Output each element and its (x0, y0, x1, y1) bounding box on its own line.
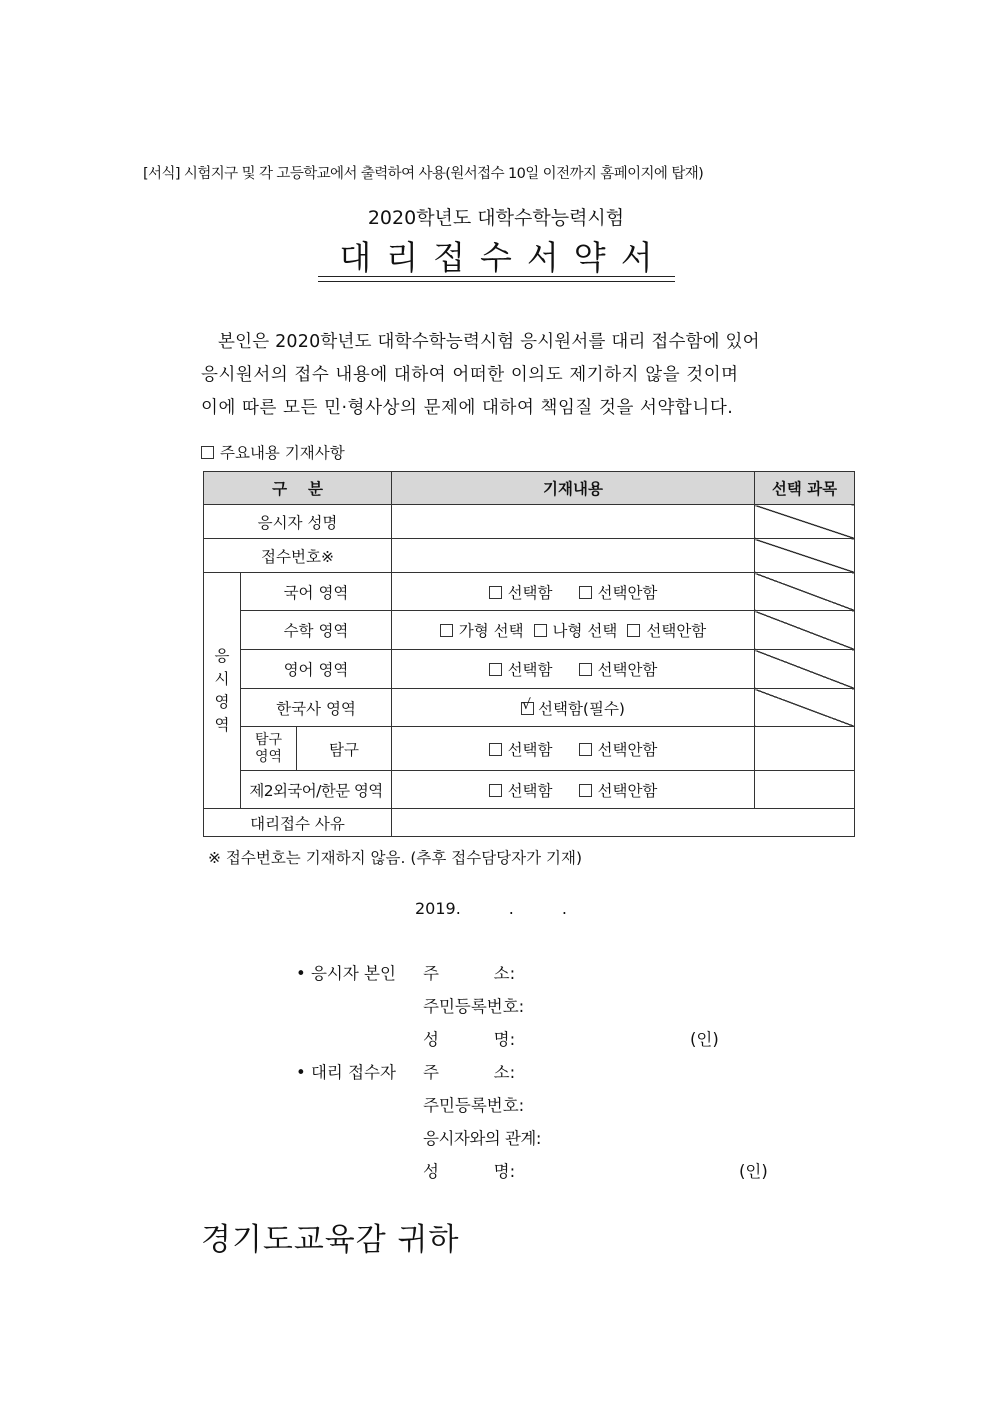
applicant-address-label: 주 소: (423, 964, 516, 983)
options-math (392, 611, 755, 650)
pledge-line-2: 응시원서의 접수 내용에 대하여 어떠한 이의도 제기하지 않을 것이며 (201, 365, 739, 385)
option-english-none[interactable]: 선택안함 (579, 658, 658, 680)
section-label (201, 441, 345, 463)
proxy-name-label: 성 명: (423, 1162, 516, 1181)
area-group-label-text: 응 시 영 역 (214, 646, 230, 734)
option-math-none[interactable]: 선택안함 (627, 619, 706, 641)
document-subtitle: 2020학년도 대학수학능력시험 (367, 207, 625, 229)
subject-cell-blank (755, 611, 855, 650)
pledge-line-1: 본인은 2020학년도 대학수학능력시험 응시원서를 대리 접수함에 있어 (218, 332, 760, 352)
checkbox-icon[interactable] (440, 624, 453, 637)
applicant-heading: • 응시자 본인 (296, 964, 396, 983)
title-underline-bottom (318, 281, 675, 282)
option-math-na[interactable]: 나형 선택 (534, 619, 618, 641)
options-foreign (392, 771, 755, 809)
section-label-text: 주요내용 기재사항 (220, 444, 345, 462)
checkbox-icon[interactable] (489, 586, 502, 599)
label-history: 한국사 영역 (241, 689, 392, 727)
date-line[interactable]: 2019. . . (415, 899, 567, 918)
checked-checkbox-icon[interactable] (521, 696, 534, 715)
proxy-relation-label: 응시자와의 관계: (423, 1129, 541, 1148)
header-subject: 선택 과목 (755, 472, 855, 505)
options-english (392, 650, 755, 689)
label-inquiry-group: 탐구 영역 (241, 727, 297, 771)
addressee: 경기도교육감 귀하 (201, 1222, 460, 1258)
checkbox-icon[interactable] (627, 624, 640, 637)
applicant-name-label: 성 명: (423, 1030, 516, 1049)
label-proxy-reason: 대리접수 사유 (204, 809, 392, 837)
application-table (203, 471, 855, 837)
subject-field-inquiry[interactable] (755, 727, 855, 771)
title-underline-top (318, 276, 675, 277)
checkbox-icon[interactable] (489, 743, 502, 756)
option-korean-none[interactable]: 선택안함 (579, 581, 658, 603)
subject-cell-blank (755, 573, 855, 611)
checkbox-icon[interactable] (579, 784, 592, 797)
options-korean (392, 573, 755, 611)
options-inquiry (392, 727, 755, 771)
pledge-line-3: 이에 따른 모든 민·형사상의 문제에 대하여 책임질 것을 서약합니다. (201, 398, 734, 418)
header-content: 기재내용 (392, 472, 755, 505)
subject-cell-blank (755, 505, 855, 539)
field-applicant-name[interactable] (392, 505, 755, 539)
option-inquiry-select[interactable]: 선택함 (489, 738, 553, 760)
checkbox-icon[interactable] (489, 663, 502, 676)
options-history (392, 689, 755, 727)
footnote: ※ 접수번호는 기재하지 않음. (추후 접수담당자가 기재) (208, 849, 583, 867)
check-mark-icon: √ (522, 696, 531, 713)
proxy-seal[interactable]: (인) (739, 1162, 768, 1181)
option-history-required[interactable]: √ 선택함(필수) (522, 696, 625, 718)
label-receipt-number: 접수번호※ (204, 539, 392, 573)
field-receipt-number[interactable] (392, 539, 755, 573)
subject-cell-blank (755, 650, 855, 689)
label-english: 영어 영역 (241, 650, 392, 689)
applicant-id-label: 주민등록번호: (423, 997, 525, 1016)
option-foreign-none[interactable]: 선택안함 (579, 779, 658, 801)
header-category: 구 분 (204, 472, 392, 505)
subject-cell-blank (755, 689, 855, 727)
option-foreign-select[interactable]: 선택함 (489, 779, 553, 801)
checkbox-icon[interactable] (534, 624, 547, 637)
field-proxy-reason[interactable] (392, 809, 855, 837)
subject-cell-blank (755, 539, 855, 573)
checkbox-icon[interactable] (579, 586, 592, 599)
checkbox-icon[interactable] (489, 784, 502, 797)
pledge-paragraph (201, 326, 821, 425)
label-math: 수학 영역 (241, 611, 392, 650)
checkbox-icon (201, 446, 214, 459)
label-korean: 국어 영역 (241, 573, 392, 611)
label-foreign: 제2외국어/한문 영역 (241, 771, 392, 809)
option-inquiry-none[interactable]: 선택안함 (579, 738, 658, 760)
header-note: [서식] 시험지구 및 각 고등학교에서 출력하여 사용(원서접수 10일 이전까지 홈페이지에 탑재) (143, 166, 704, 182)
proxy-address-label: 주 소: (423, 1063, 516, 1082)
proxy-id-label: 주민등록번호: (423, 1096, 525, 1115)
subject-field-foreign[interactable] (755, 771, 855, 809)
option-math-ga[interactable]: 가형 선택 (440, 619, 524, 641)
option-korean-select[interactable]: 선택함 (489, 581, 553, 603)
checkbox-icon[interactable] (579, 663, 592, 676)
document-title: 대리접수서약서 (339, 238, 668, 277)
label-inquiry: 탐구 (297, 727, 392, 771)
label-applicant-name: 응시자 성명 (204, 505, 392, 539)
applicant-seal[interactable]: (인) (690, 1030, 719, 1049)
area-group-label (204, 573, 241, 809)
checkbox-icon[interactable] (579, 743, 592, 756)
proxy-heading: • 대리 접수자 (296, 1063, 396, 1082)
option-english-select[interactable]: 선택함 (489, 658, 553, 680)
